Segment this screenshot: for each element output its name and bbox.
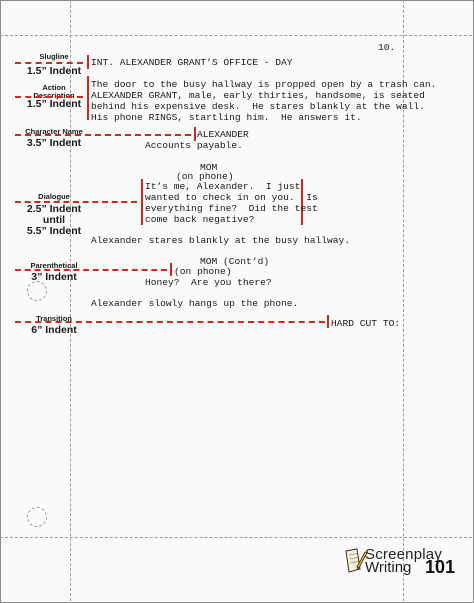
action-line: Alexander slowly hangs up the phone. xyxy=(91,298,299,309)
annotation-dialogue-title: Dialogue xyxy=(38,192,70,201)
dialogue-line: It’s me, Alexander. I just xyxy=(145,181,301,192)
annotation-dialogue-indent-2: until xyxy=(42,214,66,226)
annotation-parenthetical-indent: 3” Indent xyxy=(31,271,77,283)
parenthetical: (on phone) xyxy=(176,171,234,182)
pencil-paper-logo-icon xyxy=(343,547,367,575)
action-indent-marker xyxy=(87,76,89,120)
character-name: MOM (Cont’d) xyxy=(200,256,270,267)
transition: HARD CUT TO: xyxy=(331,318,401,329)
dialogue-line: Accounts payable. xyxy=(145,140,243,151)
annotation-action-title-1: Action xyxy=(42,83,66,92)
scene-heading: INT. ALEXANDER GRANT’S OFFICE - DAY xyxy=(91,57,293,68)
logo-text-line-2: Writing xyxy=(365,559,412,576)
dialogue-line: Honey? Are you there? xyxy=(145,277,272,288)
annotation-action-indent: 1.5” Indent xyxy=(26,98,82,110)
action-line: Alexander stares blankly at the busy hallway. xyxy=(91,235,351,246)
page-number: 10. xyxy=(378,42,396,53)
dialogue-line: everything fine? Did the test xyxy=(145,203,318,214)
annotation-slugline-indent: 1.5” Indent xyxy=(26,65,82,77)
action-line: His phone RINGS, startling him. He answers it. xyxy=(91,112,362,123)
screenplay-writing-101-logo xyxy=(343,546,456,577)
transition-indent-marker xyxy=(327,315,329,328)
parenthetical-guide-line xyxy=(15,269,167,271)
character-name: MOM xyxy=(200,162,218,173)
dialogue-line: wanted to check in on you. Is xyxy=(145,192,318,203)
parenthetical: (on phone) xyxy=(174,266,232,277)
action-line: The door to the busy hallway is propped open by a trash can. xyxy=(91,79,437,90)
logo-text-line-1: Screenplay xyxy=(365,546,443,563)
annotation-slugline-title: Slugline xyxy=(39,52,69,61)
annotation-action-title-2: Description xyxy=(33,91,75,100)
dialogue-line: come back negative? xyxy=(145,214,255,225)
transition-guide-line xyxy=(15,321,325,323)
action-line: ALEXANDER GRANT, male, early thirties, handsome, is seated xyxy=(91,90,425,101)
annotation-dialogue-indent-1: 2.5” Indent xyxy=(26,203,82,215)
character-indent-marker xyxy=(194,127,196,141)
action-line: behind his expensive desk. He stares blankly at the wall. xyxy=(91,101,425,112)
parenthetical-indent-marker xyxy=(170,263,172,276)
action-guide-line xyxy=(15,96,83,98)
slugline-indent-marker xyxy=(87,55,89,69)
annotation-transition-indent: 6” Indent xyxy=(31,324,77,336)
slugline-guide-line xyxy=(15,62,83,64)
dialogue-left-marker xyxy=(141,179,143,225)
annotation-dialogue-indent-3: 5.5” Indent xyxy=(26,225,82,237)
annotation-transition-title: Transition xyxy=(36,314,72,323)
annotation-character-indent: 3.5” Indent xyxy=(26,137,82,149)
annotation-parenthetical-title: Parenthetical xyxy=(30,261,78,270)
character-name: ALEXANDER xyxy=(197,129,249,140)
dialogue-guide-line xyxy=(15,201,137,203)
character-guide-line xyxy=(15,134,191,136)
logo-number: 101 xyxy=(425,557,456,577)
annotation-character-title: Character Name xyxy=(25,127,83,136)
hole-punch-icon xyxy=(27,281,47,301)
hole-punch-icon xyxy=(27,507,47,527)
